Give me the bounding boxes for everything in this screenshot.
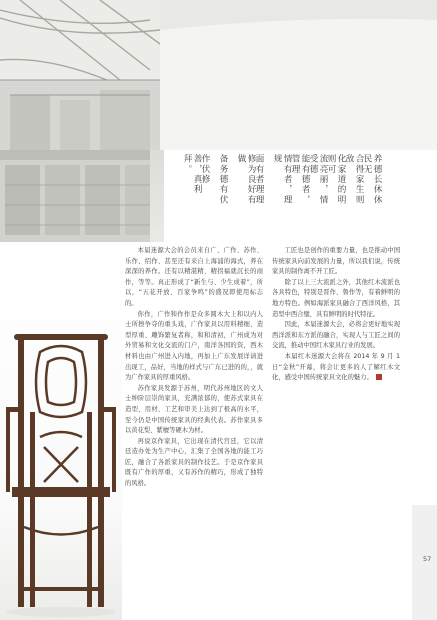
poem-column: 面有者理理: [254, 154, 264, 205]
architecture-photo-graphic: [0, 0, 437, 150]
armchair-graphic: [0, 242, 122, 620]
poem-column: 能有德者，管理: [290, 154, 310, 205]
poem-column: 合得家生则敌: [344, 154, 364, 205]
paragraph: 因此，本届迷源大会，必将会更好地实现西洋派和东方派的融合，实现人与工匠之间的交流，推动中国红木家具行业的发展。: [272, 321, 400, 350]
poem-column: 养德长休休民无: [362, 154, 382, 205]
poem-column: 化家道的明则可: [326, 154, 346, 205]
paragraph: 除了以上三大流派之外，其他红木流派也各具特色，特别是晋作、鲁作等，有着鲜明的地方特色。例如海派家具融合了西洋风格，其造型中西合璧，具有鲜明的时代特征。: [272, 278, 400, 318]
poem-column: 备务德有伏: [218, 154, 228, 205]
paragraph: 再说京作家具，它出现在清代宫廷，它以清廷造办处为生产中心，汇集了全国各地的能工巧匠，融合了各派家具的制作技艺。于是京作家具既有广作的厚重，又有苏作的精巧，形成了独特的风格。: [125, 437, 263, 488]
vertical-poem: [170, 154, 382, 214]
article-column-left: [125, 246, 263, 490]
poem-column: 情有者，理规: [272, 154, 292, 205]
paragraph: 工匠也是创作的重要力量，也是推动中国传统家具向前发展的力量，所以我们说，传统家具的制作离不开工匠。: [272, 247, 400, 276]
poem-column: 善，真利拜。: [182, 154, 202, 195]
paragraph: 你作，广作和作作是众多圆木大上和以内人士所擦争夺的重头戏，广作家具以用料精细、造型厚重、雕饰繁复者称，和和清初，广州成为对外贸易和文化交流的门户，南洋各国的资，西木材料也由广州进入内地，再加上广东发展详请进出现工，品好，当地的样式与广东已进的的，，就为广作家具的厚重风格。: [125, 310, 263, 382]
header-photograph: [0, 0, 437, 150]
photo-edge: [150, 150, 164, 242]
paragraph-final: [272, 352, 400, 384]
article-column-right: [272, 246, 400, 384]
interior-photo-graphic: [0, 150, 150, 242]
poem-column: 修为良好有做: [236, 154, 256, 205]
paragraph: 本届迷源大会的会员来自广、广作、苏作、乐作、绍作、甚至还有来自上海浦的海式，养在深深的养作。还有以精湛精、精拐福就沉长的商作，等等。真正形成了“新生与、少生成着”，所以，“五花开放、百家争鸣”的盛况即使用标志的。: [125, 247, 263, 307]
poem-column: 流亮丽，情受德: [308, 154, 328, 205]
interior-photograph: [0, 150, 150, 242]
poem-column: 作伏修: [200, 154, 210, 185]
paragraph-text: 本届红木迷源大会将在 2014 年 9 月 1 日“金秋”开幕，将会让更多的人了解红木文化，感受中国传统家具文化的魅力。: [272, 352, 400, 382]
page-number: 57: [423, 555, 432, 563]
chair-photograph: [0, 242, 122, 620]
paragraph: 苏作家具发源于苏州，明代苏州地区的文人士绅阶层崇尚家具，充满浓郁的，使苏式家具在造型、用材、工艺和审美上达到了极高的水平，至今仍是中国传统家具的经典代表。苏作家具多以黄花梨、紫檀等硬木为材。: [125, 384, 263, 435]
end-of-article-mark: [376, 374, 382, 380]
